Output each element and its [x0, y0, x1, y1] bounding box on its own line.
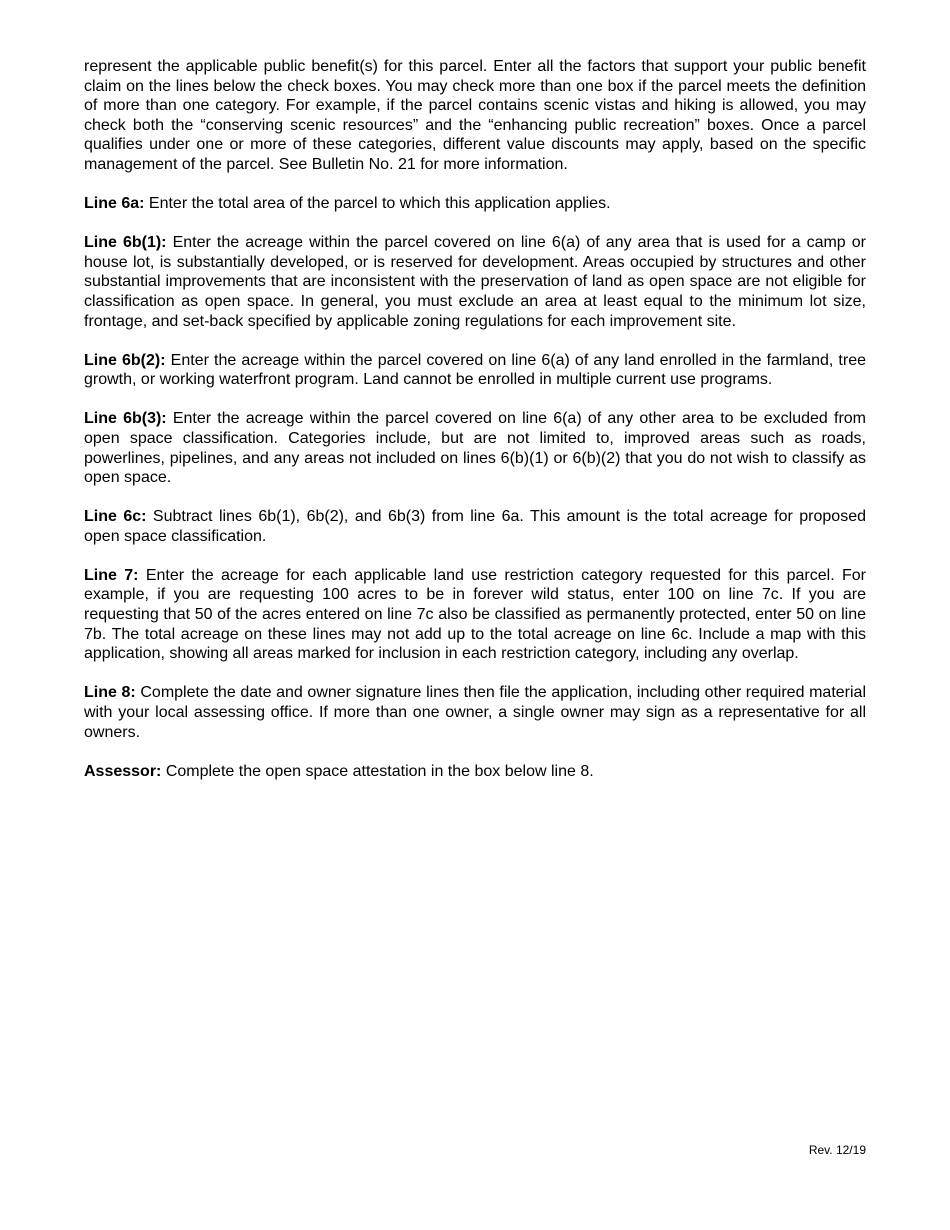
line-6a-paragraph	[84, 194, 866, 214]
assessor-paragraph	[84, 762, 866, 782]
line-6b2-paragraph	[84, 351, 866, 390]
line-6b2-text: Enter the acreage within the parcel covered on line 6(a) of any land enrolled in the farmland, tree growth, or working waterfront program. Land cannot be enrolled in multiple current use programs.	[84, 351, 867, 389]
line-6b3-paragraph	[84, 409, 866, 487]
line-6a-label: Line 6a:	[84, 195, 145, 213]
line-8-text: Complete the date and owner signature lines then file the application, including other required material with your local assessing office. If more than one owner, a single owner may sign as a representative for all owners.	[84, 684, 866, 741]
line-6c-paragraph	[84, 507, 866, 546]
assessor-label: Assessor:	[84, 762, 162, 780]
line-6c-label: Line 6c:	[84, 508, 147, 526]
line-6a-text: Enter the total area of the parcel to which this application applies.	[144, 195, 611, 213]
revision-footer: Rev. 12/19	[808, 1143, 866, 1157]
line-6c-text: Subtract lines 6b(1), 6b(2), and 6b(3) from line 6a. This amount is the total acreage for proposed open space classification.	[84, 508, 866, 545]
intro-paragraph: represent the applicable public benefit(s) for this parcel. Enter all the factors that support your public benefit claim on the lines below the check boxes. You may check more than one box if the parcel meets the definition of more than one category. For example, if the parcel contains scenic vistas and hiking is allowed, you may check both the “conserving scenic resources” and the “enhancing public recreation” boxes. Once a parcel qualifies under one or more of these categories, different value discounts may apply, based on the specific management of the parcel. See Bulletin No. 21 for more information.	[84, 58, 866, 173]
line-8-label: Line 8:	[84, 684, 136, 702]
line-8-paragraph	[84, 683, 866, 742]
line-6b3-text: Enter the acreage within the parcel covered on line 6(a) of any other area to be excluded from open space classification. Categories include, but are not limited to, improved areas such as roads, powerlines, pipelines, and any areas not included on lines 6(b)(1) or 6(b)(2) that you do not wish to classify as open space.	[84, 410, 866, 487]
instructions-page	[84, 57, 866, 801]
line-6b1-paragraph	[84, 233, 866, 331]
line-6b1-label: Line 6b(1):	[84, 234, 167, 252]
line-6b2-label: Line 6b(2):	[84, 351, 166, 369]
line-7-text: Enter the acreage for each applicable land use restriction category requested for this parcel. For example, if you are requesting 100 acres to be in forever wild status, enter 100 on line 7c. If you are requesting that 50 of the acres entered on line 7c also be classified as permanently protected, enter 50 on line 7b. The total acreage on these lines may not add up to the total acreage on line 6c. Include a map with this application, showing all areas marked for inclusion in each restriction category, including any overlap.	[84, 566, 866, 663]
assessor-text: Complete the open space attestation in the box below line 8.	[161, 762, 594, 780]
line-6b1-text: Enter the acreage within the parcel covered on line 6(a) of any area that is used for a camp or house lot, is substantially developed, or is reserved for development. Areas occupied by structures and other substantial improvements that are inconsistent with the preservation of land as open space are not eligible for classification as open space. In general, you must exclude an area at least equal to the minimum lot size, frontage, and set-back specified by applicable zoning regulations for each improvement site.	[84, 234, 866, 330]
line-7-label: Line 7:	[84, 566, 139, 584]
line-7-paragraph	[84, 566, 866, 664]
line-6b3-label: Line 6b(3):	[84, 410, 167, 428]
